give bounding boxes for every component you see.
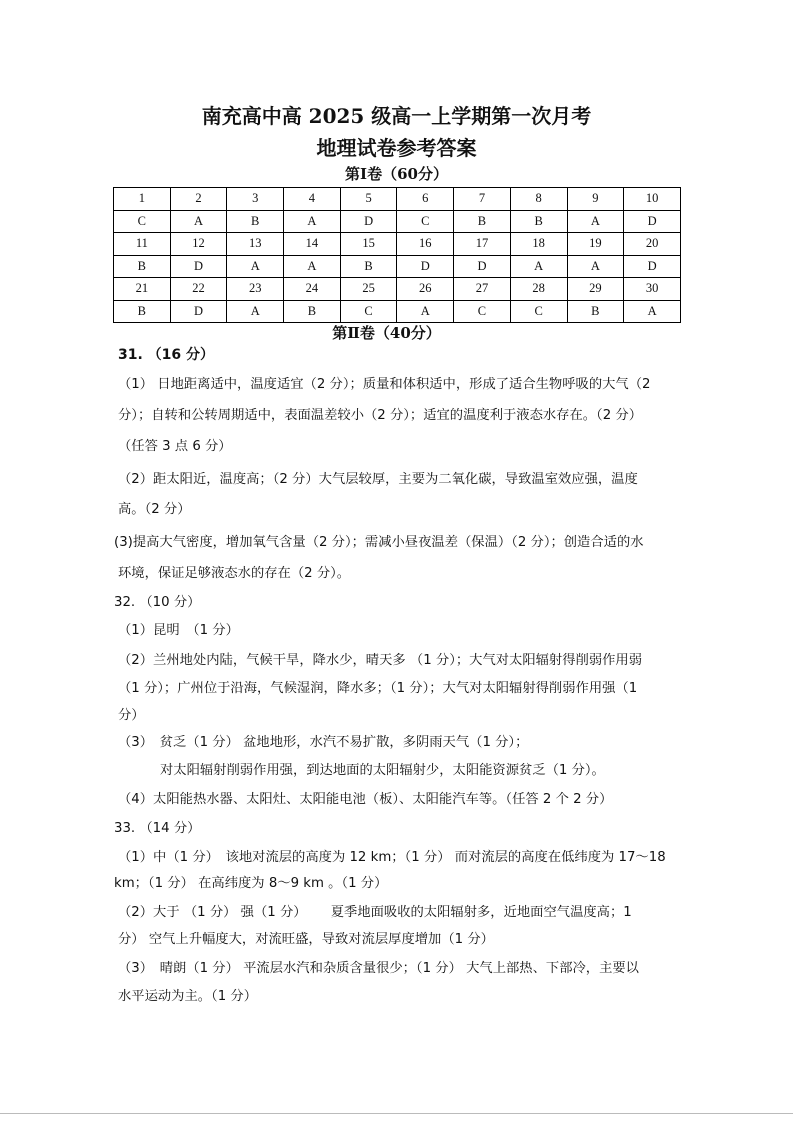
table-cell: B: [340, 255, 397, 278]
table-cell: C: [454, 300, 511, 323]
table-cell: A: [170, 210, 227, 233]
table-cell: C: [397, 210, 454, 233]
table-cell: D: [340, 210, 397, 233]
answer-line: 对太阳辐射削弱作用强，到达地面的太阳辐射少，太阳能资源贫乏（1 分）。: [160, 763, 605, 778]
question-number-row: [114, 278, 681, 301]
answer-line: （1 分）；广州位于沿海，气候湿润，降水多；（1 分）；大气对太阳辐射得削弱作用强（1: [118, 681, 638, 696]
answer-line: 水平运动为主。（1 分）: [118, 989, 258, 1004]
question-heading: 33. （14 分）: [114, 821, 201, 836]
table-cell: B: [227, 210, 284, 233]
table-cell: 18: [510, 233, 567, 256]
table-cell: C: [114, 210, 171, 233]
answer-line: （4）太阳能热水器、太阳灶、太阳能电池（板）、太阳能汽车等。（任答 2 个 2 分）: [118, 792, 613, 807]
table-cell: B: [454, 210, 511, 233]
table-cell: 24: [284, 278, 341, 301]
table-cell: A: [397, 300, 454, 323]
part1-heading: 第Ⅰ卷（60分）: [345, 165, 448, 183]
table-cell: 28: [510, 278, 567, 301]
table-cell: A: [227, 300, 284, 323]
answer-line: （3） 贫乏（1 分） 盆地地形，水汽不易扩散，多阴雨天气（1 分）；: [118, 735, 529, 750]
table-cell: 13: [227, 233, 284, 256]
answer-line: （2）大于 （1 分） 强（1 分） 夏季地面吸收的太阳辐射多，近地面空气温度高；1: [118, 905, 632, 920]
table-cell: C: [340, 300, 397, 323]
table-cell: A: [567, 210, 624, 233]
answer-line: （2）兰州地处内陆，气候干旱，降水少，晴天多 （1 分）；大气对太阳辐射得削弱作用弱: [118, 653, 643, 668]
question-heading: 32. （10 分）: [114, 595, 201, 610]
answer-line: km；（1 分） 在高纬度为 8～9 km 。（1 分）: [114, 876, 388, 891]
answer-row: [114, 300, 681, 323]
answer-line: 高。（2 分）: [118, 502, 191, 517]
answer-line: （任答 3 点 6 分）: [118, 439, 232, 454]
table-cell: 10: [624, 188, 681, 211]
question-heading: 31. （16 分）: [118, 347, 215, 363]
table-cell: 9: [567, 188, 624, 211]
answer-row: [114, 255, 681, 278]
table-cell: 2: [170, 188, 227, 211]
table-cell: 12: [170, 233, 227, 256]
answer-line: （1） 日地距离适中，温度适宜（2 分）；质量和体积适中，形成了适合生物呼吸的大气（2: [118, 377, 651, 392]
table-cell: 20: [624, 233, 681, 256]
table-cell: D: [454, 255, 511, 278]
answer-table: [113, 187, 681, 323]
table-cell: 14: [284, 233, 341, 256]
answer-row: [114, 210, 681, 233]
table-cell: A: [510, 255, 567, 278]
table-cell: 4: [284, 188, 341, 211]
table-cell: A: [227, 255, 284, 278]
page-bottom-divider: [0, 1113, 793, 1114]
table-cell: 15: [340, 233, 397, 256]
table-cell: 21: [114, 278, 171, 301]
table-cell: A: [567, 255, 624, 278]
answer-line: 分）；自转和公转周期适中，表面温差较小（2 分）；适宜的温度利于液态水存在。（2 分）: [118, 408, 643, 423]
answer-line: （3） 晴朗（1 分） 平流层水汽和杂质含量很少；（1 分） 大气上部热、下部冷，主要以: [118, 961, 639, 976]
table-cell: B: [510, 210, 567, 233]
table-cell: D: [397, 255, 454, 278]
answer-line: 分） 空气上升幅度大，对流旺盛，导致对流层厚度增加（1 分）: [118, 932, 494, 947]
table-cell: 29: [567, 278, 624, 301]
table-cell: D: [624, 255, 681, 278]
table-cell: C: [510, 300, 567, 323]
table-cell: 27: [454, 278, 511, 301]
table-cell: B: [284, 300, 341, 323]
exam-subtitle: 地理试卷参考答案: [316, 136, 477, 160]
table-cell: B: [114, 300, 171, 323]
answer-line: (3)提高大气密度，增加氧气含量（2 分）；需减小昼夜温差（保温）（2 分）；创造合适的水: [114, 535, 644, 550]
table-cell: 19: [567, 233, 624, 256]
answer-line: （1）昆明 （1 分）: [118, 623, 239, 638]
table-cell: 17: [454, 233, 511, 256]
table-cell: 16: [397, 233, 454, 256]
table-cell: 26: [397, 278, 454, 301]
table-cell: 1: [114, 188, 171, 211]
table-cell: 8: [510, 188, 567, 211]
table-cell: A: [624, 300, 681, 323]
answer-line: （1）中（1 分） 该地对流层的高度为 12 km；（1 分） 而对流层的高度在低纬度为 17～18: [118, 850, 666, 865]
answer-line: 分）: [118, 708, 145, 723]
table-cell: A: [284, 255, 341, 278]
question-number-row: [114, 233, 681, 256]
question-number-row: [114, 188, 681, 211]
table-cell: 23: [227, 278, 284, 301]
table-cell: D: [170, 255, 227, 278]
table-cell: D: [624, 210, 681, 233]
table-cell: 6: [397, 188, 454, 211]
table-cell: 7: [454, 188, 511, 211]
table-cell: A: [284, 210, 341, 233]
table-cell: B: [567, 300, 624, 323]
table-cell: 11: [114, 233, 171, 256]
table-cell: 25: [340, 278, 397, 301]
table-cell: 5: [340, 188, 397, 211]
table-cell: B: [114, 255, 171, 278]
table-cell: 22: [170, 278, 227, 301]
part2-heading: 第Ⅱ卷（40分）: [332, 324, 441, 342]
exam-title: 南充高中高 2025 级高一上学期第一次月考: [201, 104, 592, 128]
answer-line: （2）距太阳近，温度高；（2 分）大气层较厚，主要为二氧化碳，导致温室效应强，温度: [118, 472, 638, 487]
table-cell: 30: [624, 278, 681, 301]
table-cell: D: [170, 300, 227, 323]
answer-line: 环境，保证足够液态水的存在（2 分）。: [118, 566, 351, 581]
table-cell: 3: [227, 188, 284, 211]
